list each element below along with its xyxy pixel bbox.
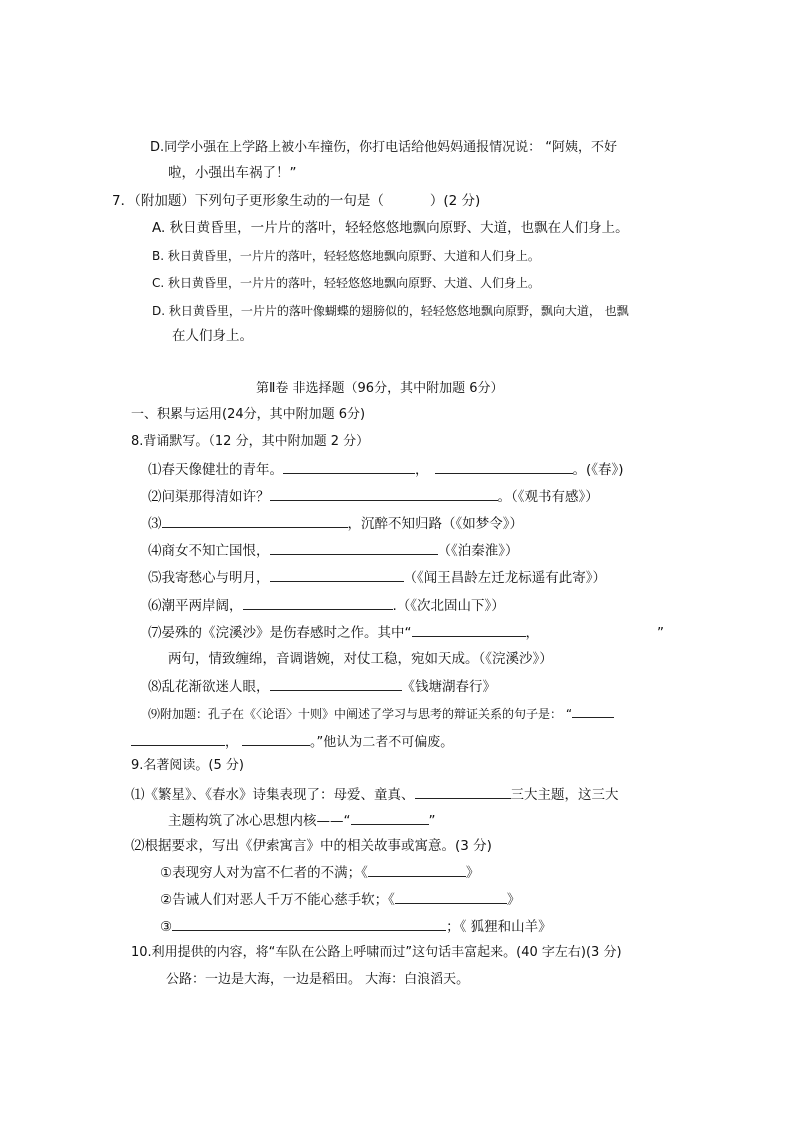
- q8-item-6-blank[interactable]: [243, 596, 393, 610]
- q9-part2-item-2: [160, 890, 520, 909]
- q8-item-3-text: ，沉醉不知归路（《如梦令》）: [347, 516, 523, 532]
- q9-part1-text: ⑴《繁星》、《春水》诗集表现了：母爱、童真、: [131, 787, 415, 803]
- section1-title: 一、积累与运用(24分，其中附加题 6分): [131, 407, 366, 422]
- q8-item-1: [148, 460, 624, 479]
- q8-item-3-blank[interactable]: [162, 514, 348, 528]
- q8-item-8-source: 《钱塘湖春行》: [401, 679, 496, 695]
- q9-part2-item-3: [160, 917, 552, 936]
- q8-item-8-text: ⑻乱花渐欲迷人眼，: [148, 679, 270, 695]
- q8-title: 8.背诵默写。（12 分，其中附加题 2 分）: [131, 434, 370, 449]
- q8-item-5-text: ⑸我寄愁心与明月，: [148, 570, 270, 586]
- q8-item-1-comma: ，: [415, 462, 429, 478]
- q8-item-9-tail: 。”他认为二者不可偏废。: [310, 735, 454, 750]
- q9-part2-item-1-blank[interactable]: [368, 863, 466, 877]
- q9-part1-line1: [131, 785, 619, 804]
- q8-item-7-comma: ，: [525, 625, 539, 641]
- q9-part1-line2: [168, 811, 436, 830]
- q7-option-c: C. 秋日黄昏里，一片片的落叶，轻轻悠悠地飘向原野、大道、人们身上。: [152, 276, 541, 290]
- q8-item-8-blank[interactable]: [270, 677, 402, 691]
- q8-item-1-source: 。(《春》): [572, 462, 624, 478]
- part2-title: 第Ⅱ卷 非选择题（96分，其中附加题 6分）: [256, 381, 504, 396]
- q8-item-3: [148, 514, 523, 533]
- q9-part2-item-1-close: 》: [465, 865, 480, 881]
- q9-part1-text-2: 三大主题，这三大: [510, 787, 619, 803]
- q8-item-9-line1: [148, 705, 614, 723]
- q8-item-9-blank-2[interactable]: [242, 732, 310, 746]
- q8-item-4-text: ⑷商女不知亡国恨，: [148, 543, 270, 559]
- q9-part1-text-3: 主题构筑了冰心思想内核——“: [168, 813, 351, 829]
- q8-item-4: [148, 541, 519, 560]
- q8-item-7-text: ⑺晏殊的《浣溪沙》是伤春感时之作。其中“: [148, 625, 412, 641]
- q8-item-9-blank-1a[interactable]: [572, 706, 614, 718]
- q7-stem-text: 7．（附加题）下列句子更形象生动的一句是（: [112, 193, 384, 209]
- q8-item-1-blank-1[interactable]: [283, 460, 415, 474]
- q8-item-9-line2: [131, 732, 453, 752]
- q9-part2-item-3-num: ③: [160, 919, 173, 935]
- q8-item-4-blank[interactable]: [270, 541, 438, 555]
- q8-item-7-line1: [148, 623, 664, 642]
- q6-option-d-line1: D.同学小强在上学路上被小车撞伤，你打电话给他妈妈通报情况说： “阿姨，不好: [150, 140, 618, 155]
- q8-item-2: [148, 487, 599, 506]
- q9-part2-item-1: [160, 863, 479, 882]
- q9-part1-blank-1[interactable]: [415, 785, 511, 799]
- q8-item-2-blank[interactable]: [270, 487, 498, 501]
- q9-part2-item-2-close: 》: [506, 892, 521, 908]
- q10-title: 10.利用提供的内容，将“车队在公路上呼啸而过”这句话丰富起来。(40 字左右)(3 分): [131, 945, 622, 960]
- q10-hint: 公路：一边是大海，一边是稻田。 大海：白浪滔天。: [166, 972, 470, 987]
- q6-option-d-line2: 啦，小强出车祸了！”: [168, 165, 297, 181]
- q8-item-9-blank-1b[interactable]: [131, 732, 225, 746]
- q9-part1-blank-2[interactable]: [351, 811, 429, 825]
- q8-item-7-close-quote: ”: [657, 625, 664, 641]
- q7-stem-points: ）(2 分): [429, 193, 481, 209]
- q7-stem: [112, 192, 480, 210]
- q8-item-6-text: ⑹潮平两岸阔，: [148, 598, 243, 614]
- q9-part2-item-3-blank[interactable]: [172, 917, 446, 931]
- q8-item-5-blank[interactable]: [270, 568, 404, 582]
- q9-part2-item-2-text: ②告诫人们对恶人千万不能心慈手软；《: [160, 892, 395, 908]
- q8-item-4-source: （《泊秦淮》）: [437, 543, 519, 559]
- q8-item-7-line2: 两句，情致缠绵，音调谐婉，对仗工稳，宛如天成。（《浣溪沙》）: [168, 651, 553, 667]
- q8-item-2-text: ⑵问渠那得清如许？: [148, 489, 270, 505]
- q8-item-6: [148, 596, 505, 615]
- q8-item-2-source: 。（《观书有感》）: [497, 489, 599, 505]
- q9-part1-close-quote: ”: [428, 813, 436, 829]
- q8-item-3-num: ⑶: [148, 516, 162, 532]
- q9-part2-item-1-text: ①表现穷人对为富不仁者的不满；《: [160, 865, 368, 881]
- q7-option-d-line2: 在人们身上。: [172, 328, 253, 344]
- q8-item-1-blank-2[interactable]: [435, 460, 573, 474]
- q7-option-a: A. 秋日黄昏里，一片片的落叶，轻轻悠悠地飘向原野、大道，也飘在人们身上。: [152, 220, 629, 236]
- q8-item-7-blank[interactable]: [412, 623, 526, 637]
- q8-item-9-text: ⑼附加题：孔子在《〈论语〉十则》中阐述了学习与思考的辩证关系的句子是： “: [148, 707, 573, 721]
- q8-item-8: [148, 677, 496, 696]
- q9-part2-item-2-blank[interactable]: [395, 890, 507, 904]
- q9-part2-title: ⑵根据要求，写出《伊索寓言》中的相关故事或寓意。(3 分): [131, 838, 492, 854]
- q8-item-1-text: ⑴春天像健壮的青年。: [148, 462, 283, 478]
- q9-title: 9.名著阅读。(5 分): [131, 758, 244, 773]
- q8-item-6-source: .（《次北固山下》）: [392, 598, 505, 614]
- q8-item-5: [148, 568, 606, 587]
- q7-option-b: B. 秋日黄昏里，一片片的落叶，轻轻悠悠地飘向原野、大道和人们身上。: [152, 249, 540, 263]
- q7-option-d-line1: D. 秋日黄昏里，一片片的落叶像蝴蝶的翅膀似的，轻轻悠悠地飘向原野，飘向大道， 也飘: [152, 304, 629, 318]
- q9-part2-item-3-source: ；《 狐狸和山羊》: [446, 919, 552, 935]
- q8-item-9-comma: ，: [225, 735, 239, 750]
- q8-item-5-source: （《闻王昌龄左迁龙标遥有此寄》）: [403, 570, 606, 586]
